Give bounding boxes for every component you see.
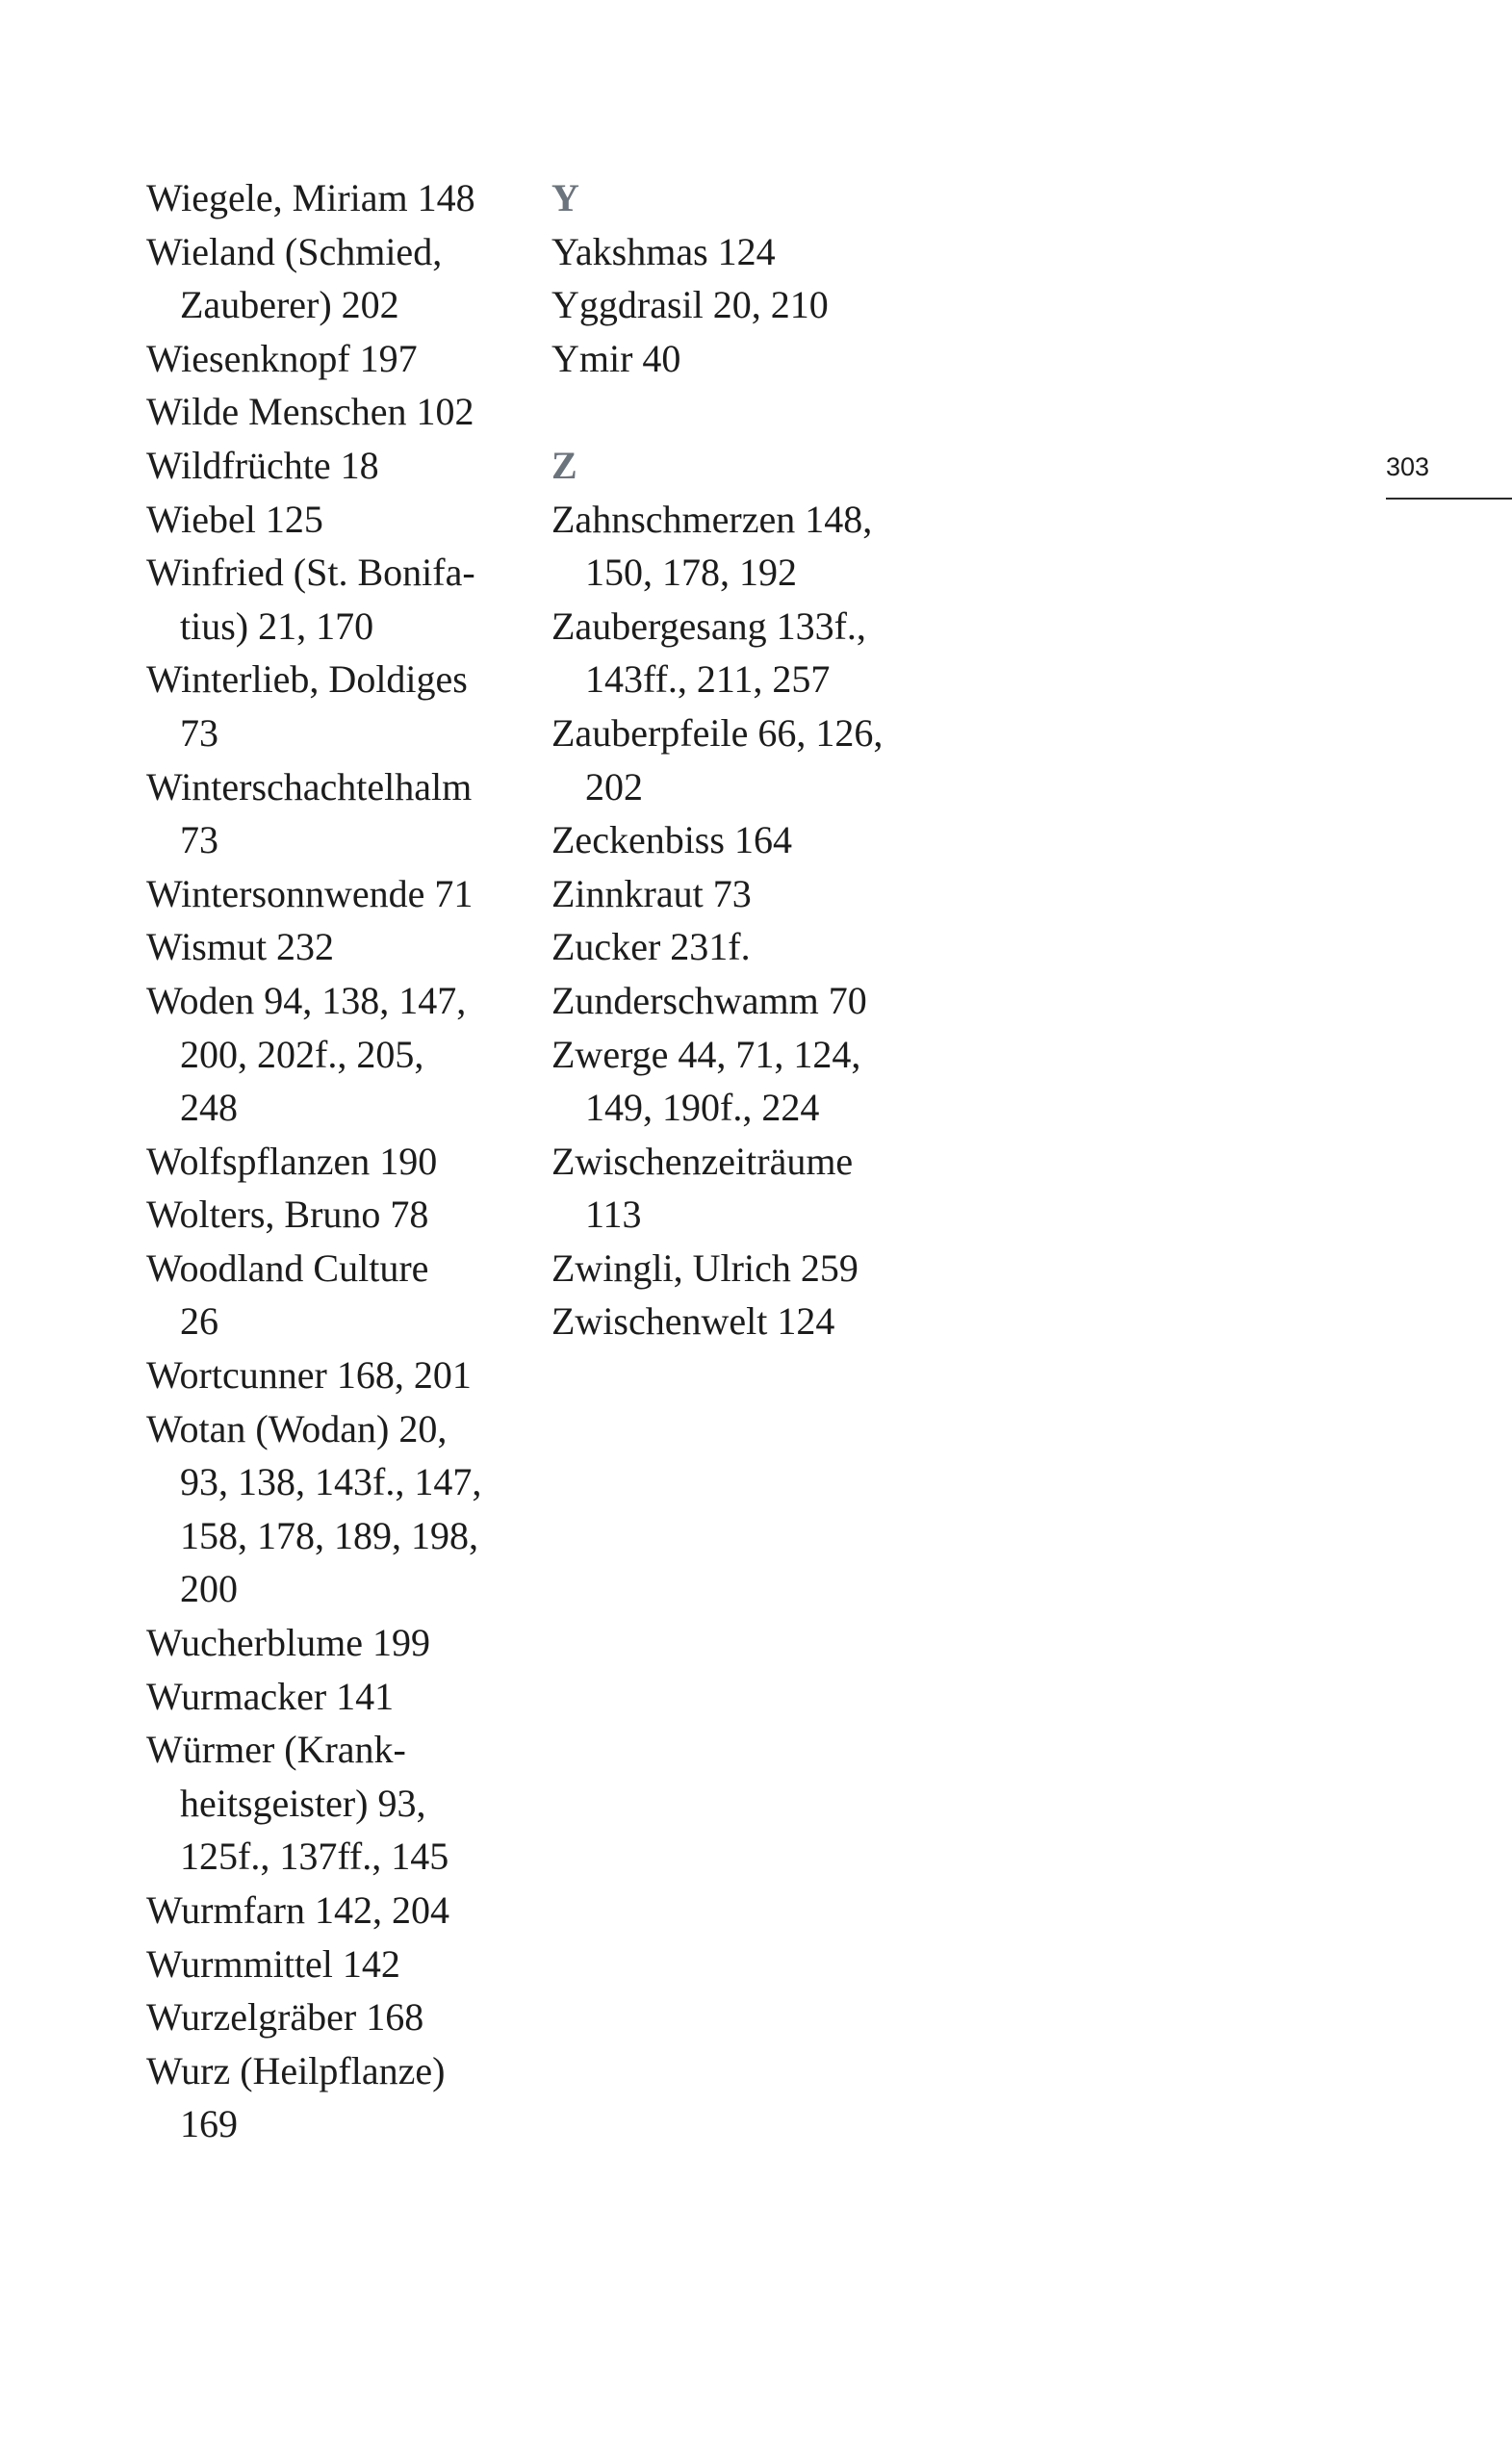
index-entry: Wiebel 125 bbox=[146, 497, 323, 541]
index-entry: Wurmacker 141 bbox=[146, 1674, 395, 1718]
index-entry: Wortcunner 168, 201 bbox=[146, 1353, 472, 1398]
index-entry: Wildfrüchte 18 bbox=[146, 443, 379, 487]
index-entry: Wurzelgräber 168 bbox=[146, 1995, 424, 2040]
index-entry: Winterlieb, Doldiges 73 bbox=[146, 657, 468, 755]
index-entry: Wiegele, Miriam 148 bbox=[146, 176, 475, 219]
index-entry: Wieland (Schmied, Zauberer) 202 bbox=[146, 229, 443, 327]
index-entry: Wilde Menschen 102 bbox=[146, 390, 474, 434]
index-entry: Wolters, Bruno 78 bbox=[146, 1193, 429, 1237]
index-entry: Zwerge 44, 71, 124, 149, 190f., 224 bbox=[551, 1032, 861, 1130]
page-number-rule bbox=[1386, 498, 1512, 500]
index-column-left bbox=[146, 171, 531, 2151]
page-number: 303 bbox=[1386, 452, 1430, 481]
index-entry: Zwischenzeiträume 113 bbox=[551, 1139, 854, 1237]
index-entry: Wiesenknopf 197 bbox=[146, 336, 418, 380]
index-entry: Wurz (Heilpflanze) 169 bbox=[146, 2048, 446, 2146]
index-entry: Ymir 40 bbox=[551, 336, 681, 380]
index-column-right bbox=[551, 171, 936, 1348]
index-entry: Woodland Culture 26 bbox=[146, 1245, 429, 1344]
section-letter-z: Z bbox=[551, 443, 577, 487]
index-entry: Wismut 232 bbox=[146, 925, 335, 969]
index-entry: Yakshmas 124 bbox=[551, 229, 776, 273]
index-entry: Zaubergesang 133f., 143ff., 211, 257 bbox=[551, 603, 866, 702]
index-entry: Zucker 231f. bbox=[551, 925, 751, 969]
index-entry: Wucherblume 199 bbox=[146, 1621, 430, 1665]
index-entry: Wolfspflanzen 190 bbox=[146, 1139, 438, 1183]
index-entry: Winterschachtelhalm 73 bbox=[146, 764, 473, 862]
index-entry: Winfried (St. Bonifa- tius) 21, 170 bbox=[146, 551, 475, 648]
section-gap bbox=[551, 385, 936, 439]
index-entry: Wurmfarn 142, 204 bbox=[146, 1888, 449, 1932]
index-entry: Zahnschmerzen 148, 150, 178, 192 bbox=[551, 497, 873, 595]
index-entry: Woden 94, 138, 147, 200, 202f., 205, 248 bbox=[146, 978, 467, 1130]
index-entry: Zeckenbiss 164 bbox=[551, 818, 792, 862]
index-entry: Wotan (Wodan) 20, 93, 138, 143f., 147, 158, 178, 189, 198, 200 bbox=[146, 1406, 482, 1611]
index-entry: Zauberpfeile 66, 126, 202 bbox=[551, 710, 884, 808]
section-letter-y: Y bbox=[551, 176, 579, 219]
index-entry: Yggdrasil 20, 210 bbox=[551, 283, 829, 327]
index-entry: Zwischenwelt 124 bbox=[551, 1299, 835, 1344]
index-entry: Wintersonnwende 71 bbox=[146, 871, 474, 915]
index-entry: Zunderschwamm 70 bbox=[551, 978, 867, 1022]
index-entry: Wurmmittel 142 bbox=[146, 1941, 400, 1986]
index-entry: Zwingli, Ulrich 259 bbox=[551, 1245, 859, 1290]
index-entry: Würmer (Krank- heitsgeister) 93, 125f., 137ff., 145 bbox=[146, 1728, 449, 1879]
index-entry: Zinnkraut 73 bbox=[551, 871, 752, 915]
